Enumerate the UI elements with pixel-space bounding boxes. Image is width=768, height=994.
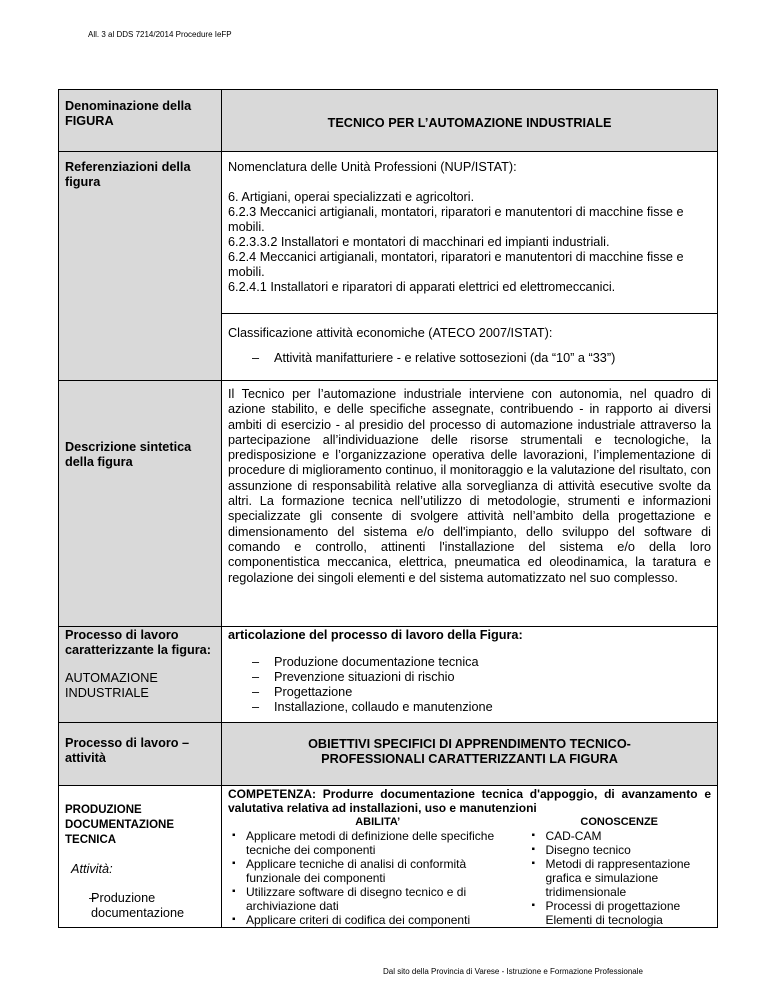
- row-referenziazioni: [59, 152, 718, 381]
- referenziazioni-label: Referenziazioni della figura: [59, 152, 222, 381]
- nup-item: 6.2.3 Meccanici artigianali, montatori, riparatori e manutentori di macchine fisse e mobili.: [228, 205, 684, 234]
- processo-item: – Progettazione: [228, 685, 711, 700]
- processo-item: – Installazione, collaudo e manutenzione: [228, 700, 711, 715]
- conoscenze-item: ▪ Metodi di rappresentazione grafica e simulazione tridimensionale: [527, 857, 711, 899]
- nup-item: 6.2.4 Meccanici artigianali, montatori, riparatori e manutentori di macchine fisse e mobili.: [228, 250, 684, 279]
- ateco-title: Classificazione attività economiche (ATECO 2007/ISTAT):: [228, 326, 553, 340]
- row-descrizione: [59, 381, 718, 627]
- figure-table: [58, 89, 718, 928]
- header-note: All. 3 al DDS 7214/2014 Procedure IeFP: [88, 30, 232, 39]
- processo-item: – Prevenzione situazioni di rischio: [228, 670, 711, 685]
- processo-sublabel: AUTOMAZIONE INDUSTRIALE: [65, 671, 158, 700]
- attivita-label: Processo di lavoro – attività: [59, 723, 222, 786]
- footer-note: Dal sito della Provincia di Varese - Istruzione e Formazione Professionale: [383, 967, 643, 976]
- nup-item: 6.2.3.3.2 Installatori e montatori di macchinari ed impianti industriali.: [228, 235, 610, 249]
- abilita-header: ABILITA’: [355, 816, 401, 828]
- attivita-item: – Produzione documentazione: [65, 891, 215, 921]
- nup-item: 6.2.4.1 Installatori e riparatori di apparati elettrici ed elettromeccanici.: [228, 280, 616, 294]
- abilita-conoscenze-table: [228, 815, 711, 927]
- nup-block: [222, 152, 717, 314]
- conoscenze-item: ▪ CAD-CAM: [527, 829, 711, 843]
- abilita-item: ▪ Utilizzare software di disegno tecnico e di archiviazione dati: [228, 885, 521, 913]
- figura-label: Denominazione della FIGURA: [59, 90, 222, 152]
- processo-list: [228, 655, 711, 715]
- ateco-block: [222, 314, 717, 366]
- abilita-item: ▪ Applicare tecniche di analisi di conformità funzionale dei componenti: [228, 857, 521, 885]
- row-processo: [59, 627, 718, 723]
- obiettivi-title: OBIETTIVI SPECIFICI DI APPRENDIMENTO TECNICO-PROFESSIONALI CARATTERIZZANTI LA FIGURA: [222, 723, 718, 786]
- attivita-subtitle: Attività:: [71, 862, 113, 876]
- processo-item: – Produzione documentazione tecnica: [228, 655, 711, 670]
- processo-label: Processo di lavoro caratterizzante la figura:: [65, 628, 211, 657]
- produzione-label: PRODUZIONE DOCUMENTAZIONE TECNICA: [65, 804, 175, 846]
- competenza-text: COMPETENZA: Produrre documentazione tecnica d'appoggio, di avanzamento e valutativa relativa ad installazioni, uso e manutenzioni: [228, 787, 711, 815]
- descrizione-label: Descrizione sintetica della figura: [59, 381, 222, 627]
- abilita-item: ▪ Applicare metodi di definizione delle specifiche tecniche dei componenti: [228, 829, 521, 857]
- row-figura: [59, 90, 718, 152]
- row-produzione: [59, 786, 718, 928]
- abilita-item: ▪ Applicare criteri di codifica dei componenti: [228, 913, 521, 927]
- nup-title: Nomenclatura delle Unità Professioni (NUP/ISTAT):: [228, 160, 517, 174]
- processo-title: articolazione del processo di lavoro della Figura:: [228, 628, 523, 642]
- conoscenze-header: CONOSCENZE: [580, 816, 659, 828]
- conoscenze-item: ▪ Processi di progettazione Elementi di tecnologia: [527, 899, 711, 927]
- figura-value: TECNICO PER L’AUTOMAZIONE INDUSTRIALE: [222, 90, 718, 152]
- descrizione-text: Il Tecnico per l’automazione industriale interviene con autonomia, nel quadro di azione stabilito, e delle specifiche assegnate, contribuendo - in rapporto ai diversi ambiti di esercizio - al presidio del processo di automazione industriale attraverso la partecipazione all’individuazione delle risorse strumentali e tecnologiche, la predisposizione e l’organizzazione operativa delle lavorazioni, l’implementazione di procedure di miglioramento continuo, il monitoraggio e la valutazione del risultato, con assunzione di responsabilità relative alla sorveglianza di attività esecutive svolte da altri. La formazione tecnica nell’utilizzo di metodologie, strumenti e informazioni specializzate gli consente di svolgere attività nell’ambito della progettazione e dimensionamento del sistema e/o dell'impianto, dello sviluppo del software di comando e controllo, attinenti l'installazione del sistema e/o della loro componentistica meccanica, elettrica, pneumatica ed oleodinamica, la taratura e regolazione dei singoli elementi e del sistema automatizzato nel suo complesso.: [222, 381, 718, 627]
- row-attivita: [59, 723, 718, 786]
- nup-item: 6. Artigiani, operai specializzati e agricoltori.: [228, 190, 475, 204]
- ateco-item: – Attività manifatturiere - e relative sottosezioni (da “10” a “33”): [228, 351, 711, 366]
- conoscenze-item: ▪ Disegno tecnico: [527, 843, 711, 857]
